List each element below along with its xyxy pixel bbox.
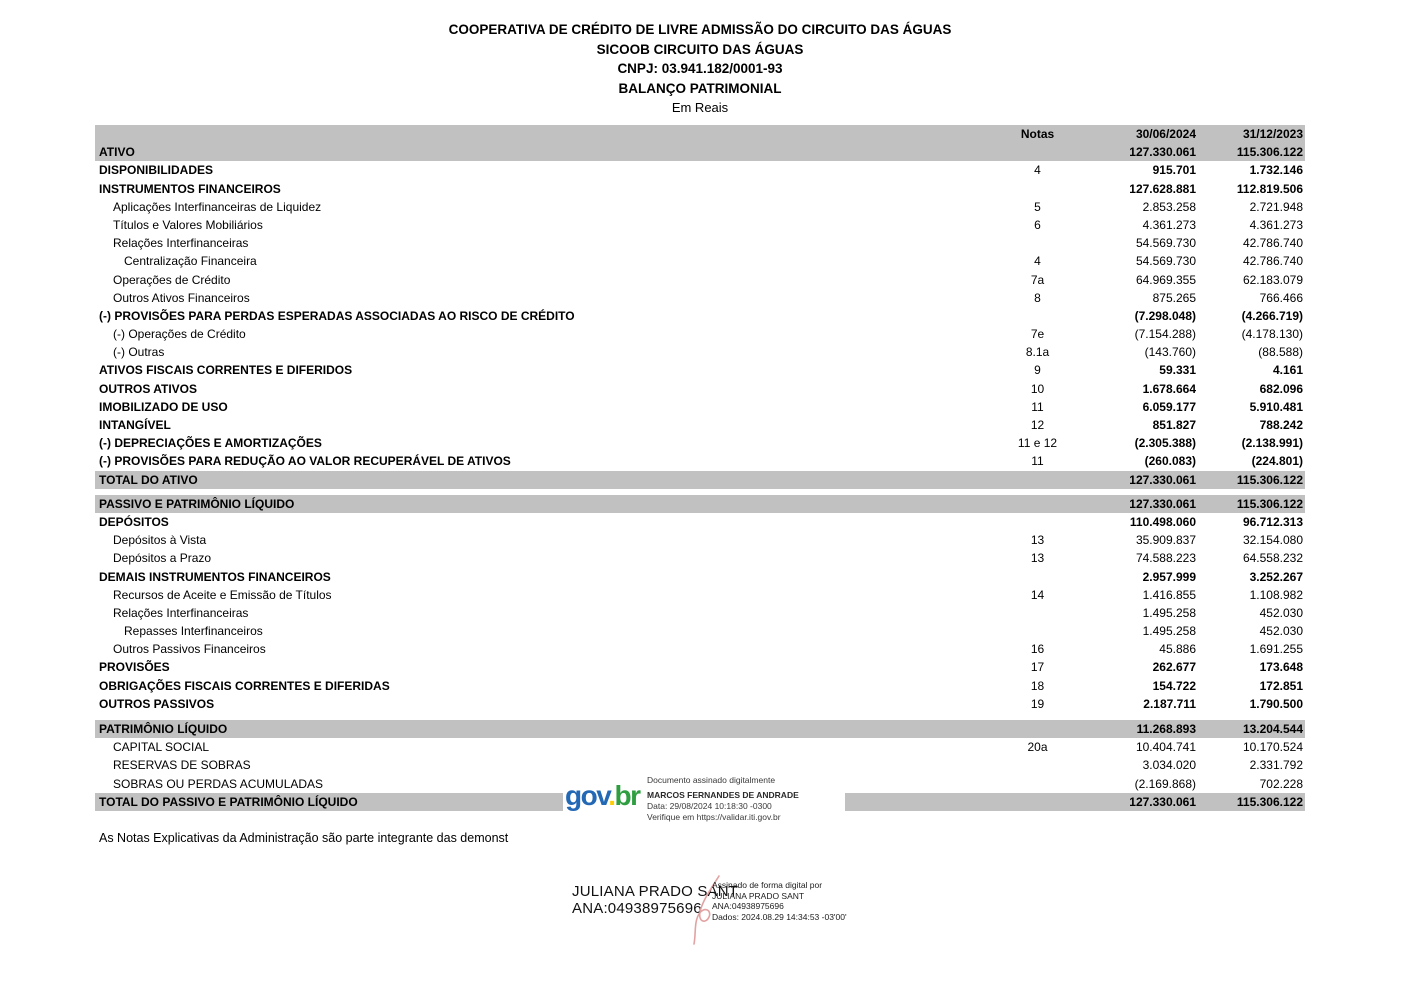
row-value-2024: 54.569.730 (1135, 236, 1196, 251)
row-value-2024: 127.330.061 (1129, 496, 1196, 511)
table-row (95, 622, 1305, 640)
signature-verify-url: Verifique em https://validar.iti.gov.br (647, 812, 781, 822)
row-value-2023: (2.138.991) (1241, 436, 1303, 451)
table-row (95, 143, 1305, 161)
row-value-2023: (4.178.130) (1241, 327, 1303, 342)
row-label: Operações de Crédito (113, 272, 231, 287)
row-note: 6 (1034, 217, 1041, 232)
row-label: Outros Passivos Financeiros (113, 642, 266, 657)
row-value-2023: 42.786.740 (1242, 236, 1303, 251)
row-value-2023: 172.851 (1259, 678, 1303, 693)
row-value-2023: 1.732.146 (1249, 163, 1303, 178)
row-label: PATRIMÔNIO LÍQUIDO (99, 722, 228, 736)
row-value-2024: 3.034.020 (1142, 758, 1196, 773)
row-label: DEPÓSITOS (99, 514, 169, 529)
row-note: 8.1a (1025, 345, 1050, 360)
table-row (95, 549, 1305, 567)
document-header (95, 20, 1305, 118)
row-label: SOBRAS OU PERDAS ACUMULADAS (113, 776, 324, 791)
row-label: (-) PROVISÕES PARA PERDAS ESPERADAS ASSOCIADAS AO RISCO DE CRÉDITO (99, 308, 575, 323)
row-value-2024: 11.268.893 (1136, 722, 1196, 736)
table-row (95, 658, 1305, 676)
cooperative-name: COOPERATIVA DE CRÉDITO DE LIVRE ADMISSÃO DO CIRCUITO DAS ÁGUAS (448, 22, 952, 37)
row-note: 16 (1030, 642, 1045, 657)
table-row (95, 640, 1305, 658)
table-row (95, 434, 1305, 452)
row-value-2023: 452.030 (1259, 605, 1303, 620)
row-note: 7e (1030, 327, 1045, 342)
row-note: 7a (1030, 272, 1045, 287)
digital-signature-stamp (563, 771, 845, 829)
row-label: DISPONIBILIDADES (99, 163, 214, 178)
row-value-2023: 13.204.544 (1242, 722, 1303, 736)
row-value-2024: 110.498.060 (1129, 514, 1196, 529)
row-note: 13 (1030, 533, 1045, 548)
row-value-2023: 10.170.524 (1242, 740, 1303, 755)
sig-detail-line: Dados: 2024.08.29 14:34:53 -03'00' (712, 911, 847, 922)
table-row (95, 307, 1305, 325)
row-value-2023: 1.691.255 (1249, 642, 1303, 657)
table-row (95, 695, 1305, 713)
row-value-2024: 2.957.999 (1142, 569, 1196, 584)
row-value-2023: 5.910.481 (1249, 399, 1303, 414)
row-value-2024: 45.886 (1159, 642, 1196, 657)
row-value-2024: 127.330.061 (1129, 145, 1196, 160)
signature-date: Data: 29/08/2024 10:18:30 -0300 (647, 801, 772, 811)
row-value-2023: 115.306.122 (1236, 496, 1303, 511)
table-row (95, 361, 1305, 379)
row-value-2023: 788.242 (1259, 418, 1303, 432)
table-row (95, 234, 1305, 252)
row-label: Relações Interfinanceiras (113, 236, 249, 251)
table-row (95, 452, 1305, 470)
govbr-logo-dot: . (608, 780, 615, 811)
row-value-2024: 54.569.730 (1135, 254, 1196, 269)
table-row (95, 513, 1305, 531)
table-header-row (95, 125, 1305, 143)
row-note: Notas (1020, 127, 1055, 141)
row-label: (-) Operações de Crédito (113, 327, 246, 342)
row-value-2024: (143.760) (1144, 345, 1196, 360)
row-value-2023: 64.558.232 (1242, 551, 1303, 566)
row-value-2023: 115.306.122 (1236, 472, 1303, 487)
row-value-2024: 59.331 (1159, 363, 1196, 378)
table-row (95, 398, 1305, 416)
row-label: CAPITAL SOCIAL (113, 740, 210, 755)
row-note: 12 (1030, 418, 1045, 432)
govbr-logo-gov: gov (565, 780, 609, 811)
row-label: PASSIVO E PATRIMÔNIO LÍQUIDO (99, 496, 295, 511)
row-label: Recursos de Aceite e Emissão de Títulos (113, 587, 332, 602)
row-label: Aplicações Interfinanceiras de Liquidez (113, 199, 322, 214)
currency-note: Em Reais (671, 100, 729, 115)
row-value-2023: 682.096 (1259, 381, 1303, 396)
row-value-2024: 6.059.177 (1142, 399, 1196, 414)
row-label: Centralização Financeira (124, 254, 257, 269)
table-row (95, 677, 1305, 695)
row-value-2023: 4.361.273 (1249, 217, 1303, 232)
row-note: 4 (1034, 163, 1041, 178)
row-value-2024: 1.678.664 (1142, 381, 1196, 396)
table-row (95, 343, 1305, 361)
table-row (95, 325, 1305, 343)
row-value-2024: 127.330.061 (1129, 794, 1196, 809)
row-value-2023: 702.228 (1259, 776, 1303, 791)
row-value-2023: 1.108.982 (1249, 587, 1303, 602)
table-row (95, 180, 1305, 198)
row-note: 13 (1030, 551, 1045, 566)
row-value-2023: 32.154.080 (1242, 533, 1303, 548)
table-row (95, 471, 1305, 489)
row-value-2023: 452.030 (1259, 624, 1303, 639)
row-value-2024: 10.404.741 (1135, 740, 1196, 755)
row-label: (-) Outras (113, 345, 165, 360)
row-label: IMOBILIZADO DE USO (99, 399, 228, 414)
row-value-2023: 766.466 (1259, 290, 1303, 305)
row-value-2024: 64.969.355 (1135, 272, 1196, 287)
row-label: TOTAL DO PASSIVO E PATRIMÔNIO LÍQUIDO (99, 794, 358, 809)
row-label: OUTROS ATIVOS (99, 381, 198, 396)
row-value-2024: 875.265 (1152, 290, 1196, 305)
signer-big-name-line2: ANA:04938975696 (572, 899, 702, 917)
table-row (95, 289, 1305, 307)
row-note: 17 (1030, 660, 1045, 675)
row-label: Repasses Interfinanceiros (124, 624, 263, 639)
row-value-2024: 127.628.881 (1129, 181, 1196, 196)
govbr-logo-br: br (614, 780, 640, 811)
row-value-2024: 2.853.258 (1142, 199, 1196, 214)
row-value-2024: 35.909.837 (1135, 533, 1196, 548)
row-label: Outros Ativos Financeiros (113, 290, 250, 305)
row-value-2023: 2.721.948 (1249, 199, 1303, 214)
signer-name: MARCOS FERNANDES DE ANDRADE (647, 790, 799, 800)
table-row (95, 531, 1305, 549)
table-row (95, 271, 1305, 289)
row-value-2023: 173.648 (1259, 660, 1303, 675)
row-value-2024: 262.677 (1152, 660, 1196, 675)
table-row (95, 216, 1305, 234)
row-value-2024: 30/06/2024 (1135, 127, 1196, 141)
row-value-2023: 1.790.500 (1249, 696, 1303, 711)
row-value-2024: 1.495.258 (1142, 624, 1196, 639)
balance-sheet-table (95, 125, 1305, 811)
row-note: 5 (1034, 199, 1041, 214)
row-label: ATIVO (99, 145, 135, 160)
table-row (95, 586, 1305, 604)
row-value-2024: (260.083) (1144, 454, 1196, 469)
row-note: 11 (1031, 399, 1044, 414)
row-label: TOTAL DO ATIVO (99, 472, 198, 487)
row-value-2024: 851.827 (1152, 418, 1196, 432)
row-label: ATIVOS FISCAIS CORRENTES E DIFERIDOS (99, 363, 353, 378)
certificate-signature-details (712, 880, 847, 922)
row-value-2024: 74.588.223 (1135, 551, 1196, 566)
row-label: (-) PROVISÕES PARA REDUÇÃO AO VALOR RECUPERÁVEL DE ATIVOS (99, 454, 511, 469)
row-label: (-) DEPRECIAÇÕES E AMORTIZAÇÕES (99, 436, 322, 451)
row-note: 19 (1030, 696, 1045, 711)
row-label: DEMAIS INSTRUMENTOS FINANCEIROS (99, 569, 331, 584)
row-value-2023: 112.819.506 (1236, 181, 1303, 196)
table-row (95, 604, 1305, 622)
row-value-2023: 115.306.122 (1236, 794, 1303, 809)
row-value-2024: 1.495.258 (1142, 605, 1196, 620)
signer-big-name-line1: JULIANA PRADO SANT (572, 883, 739, 900)
sig-detail-line: Assinado de forma digital por (712, 880, 823, 890)
row-value-2023: 2.331.792 (1249, 758, 1303, 773)
row-value-2024: (7.154.288) (1134, 327, 1196, 342)
row-value-2023: 115.306.122 (1236, 145, 1303, 160)
row-value-2024: (2.305.388) (1134, 436, 1196, 451)
row-note: 14 (1030, 587, 1045, 602)
row-note: 9 (1034, 363, 1041, 378)
row-label: Depósitos a Prazo (113, 551, 212, 566)
row-value-2023: (4.266.719) (1241, 308, 1303, 323)
statement-title: BALANÇO PATRIMONIAL (618, 80, 782, 96)
table-row (95, 161, 1305, 179)
row-note: 11 (1031, 454, 1044, 469)
row-label: OBRIGAÇÕES FISCAIS CORRENTES E DIFERIDAS (99, 678, 390, 693)
row-note: 4 (1034, 254, 1041, 269)
row-label: Títulos e Valores Mobiliários (113, 217, 263, 232)
trade-name: SICOOB CIRCUITO DAS ÁGUAS (596, 41, 804, 57)
row-label: Depósitos à Vista (113, 533, 207, 548)
row-label: PROVISÕES (99, 660, 170, 675)
row-note: 10 (1030, 381, 1045, 396)
table-row (95, 568, 1305, 586)
govbr-logo (565, 781, 639, 811)
row-value-2024: 154.722 (1152, 678, 1196, 693)
row-value-2023: 62.183.079 (1242, 272, 1303, 287)
table-row (95, 720, 1305, 738)
row-value-2024: (7.298.048) (1134, 308, 1196, 323)
table-row (95, 252, 1305, 270)
row-label: INTANGÍVEL (99, 418, 171, 432)
row-label: INSTRUMENTOS FINANCEIROS (99, 181, 281, 196)
row-value-2023: 42.786.740 (1242, 254, 1303, 269)
row-value-2024: (2.169.868) (1134, 776, 1196, 791)
row-note: 8 (1034, 290, 1041, 305)
table-row (95, 495, 1305, 513)
table-row (95, 380, 1305, 398)
signature-doc-line: Documento assinado digitalmente (647, 775, 776, 785)
row-value-2023: (88.588) (1258, 345, 1303, 360)
row-value-2024: 127.330.061 (1129, 472, 1196, 487)
row-note: 20a (1027, 740, 1048, 755)
sig-detail-line: JULIANA PRADO SANT (712, 890, 805, 901)
table-row (95, 198, 1305, 216)
row-value-2023: 31/12/2023 (1242, 127, 1303, 141)
row-value-2024: 2.187.711 (1143, 696, 1196, 711)
row-value-2023: 4.161 (1272, 363, 1303, 378)
table-row (95, 416, 1305, 434)
table-row (95, 738, 1305, 756)
explanatory-note: As Notas Explicativas da Administração são parte integrante das demonst (99, 831, 509, 845)
row-value-2024: 1.416.855 (1142, 587, 1196, 602)
cnpj: CNPJ: 03.941.182/0001-93 (617, 61, 783, 76)
row-label: OUTROS PASSIVOS (99, 696, 215, 711)
row-label: RESERVAS DE SOBRAS (113, 758, 251, 773)
row-value-2023: 96.712.313 (1242, 514, 1303, 529)
row-label: Relações Interfinanceiras (113, 605, 249, 620)
sig-detail-line: ANA:04938975696 (712, 901, 784, 912)
row-value-2023: (224.801) (1251, 454, 1303, 469)
row-value-2024: 915.701 (1152, 163, 1196, 178)
row-value-2023: 3.252.267 (1249, 569, 1303, 584)
row-note: 18 (1030, 678, 1045, 693)
row-value-2024: 4.361.273 (1142, 217, 1196, 232)
row-note: 11 e 12 (1017, 436, 1058, 451)
